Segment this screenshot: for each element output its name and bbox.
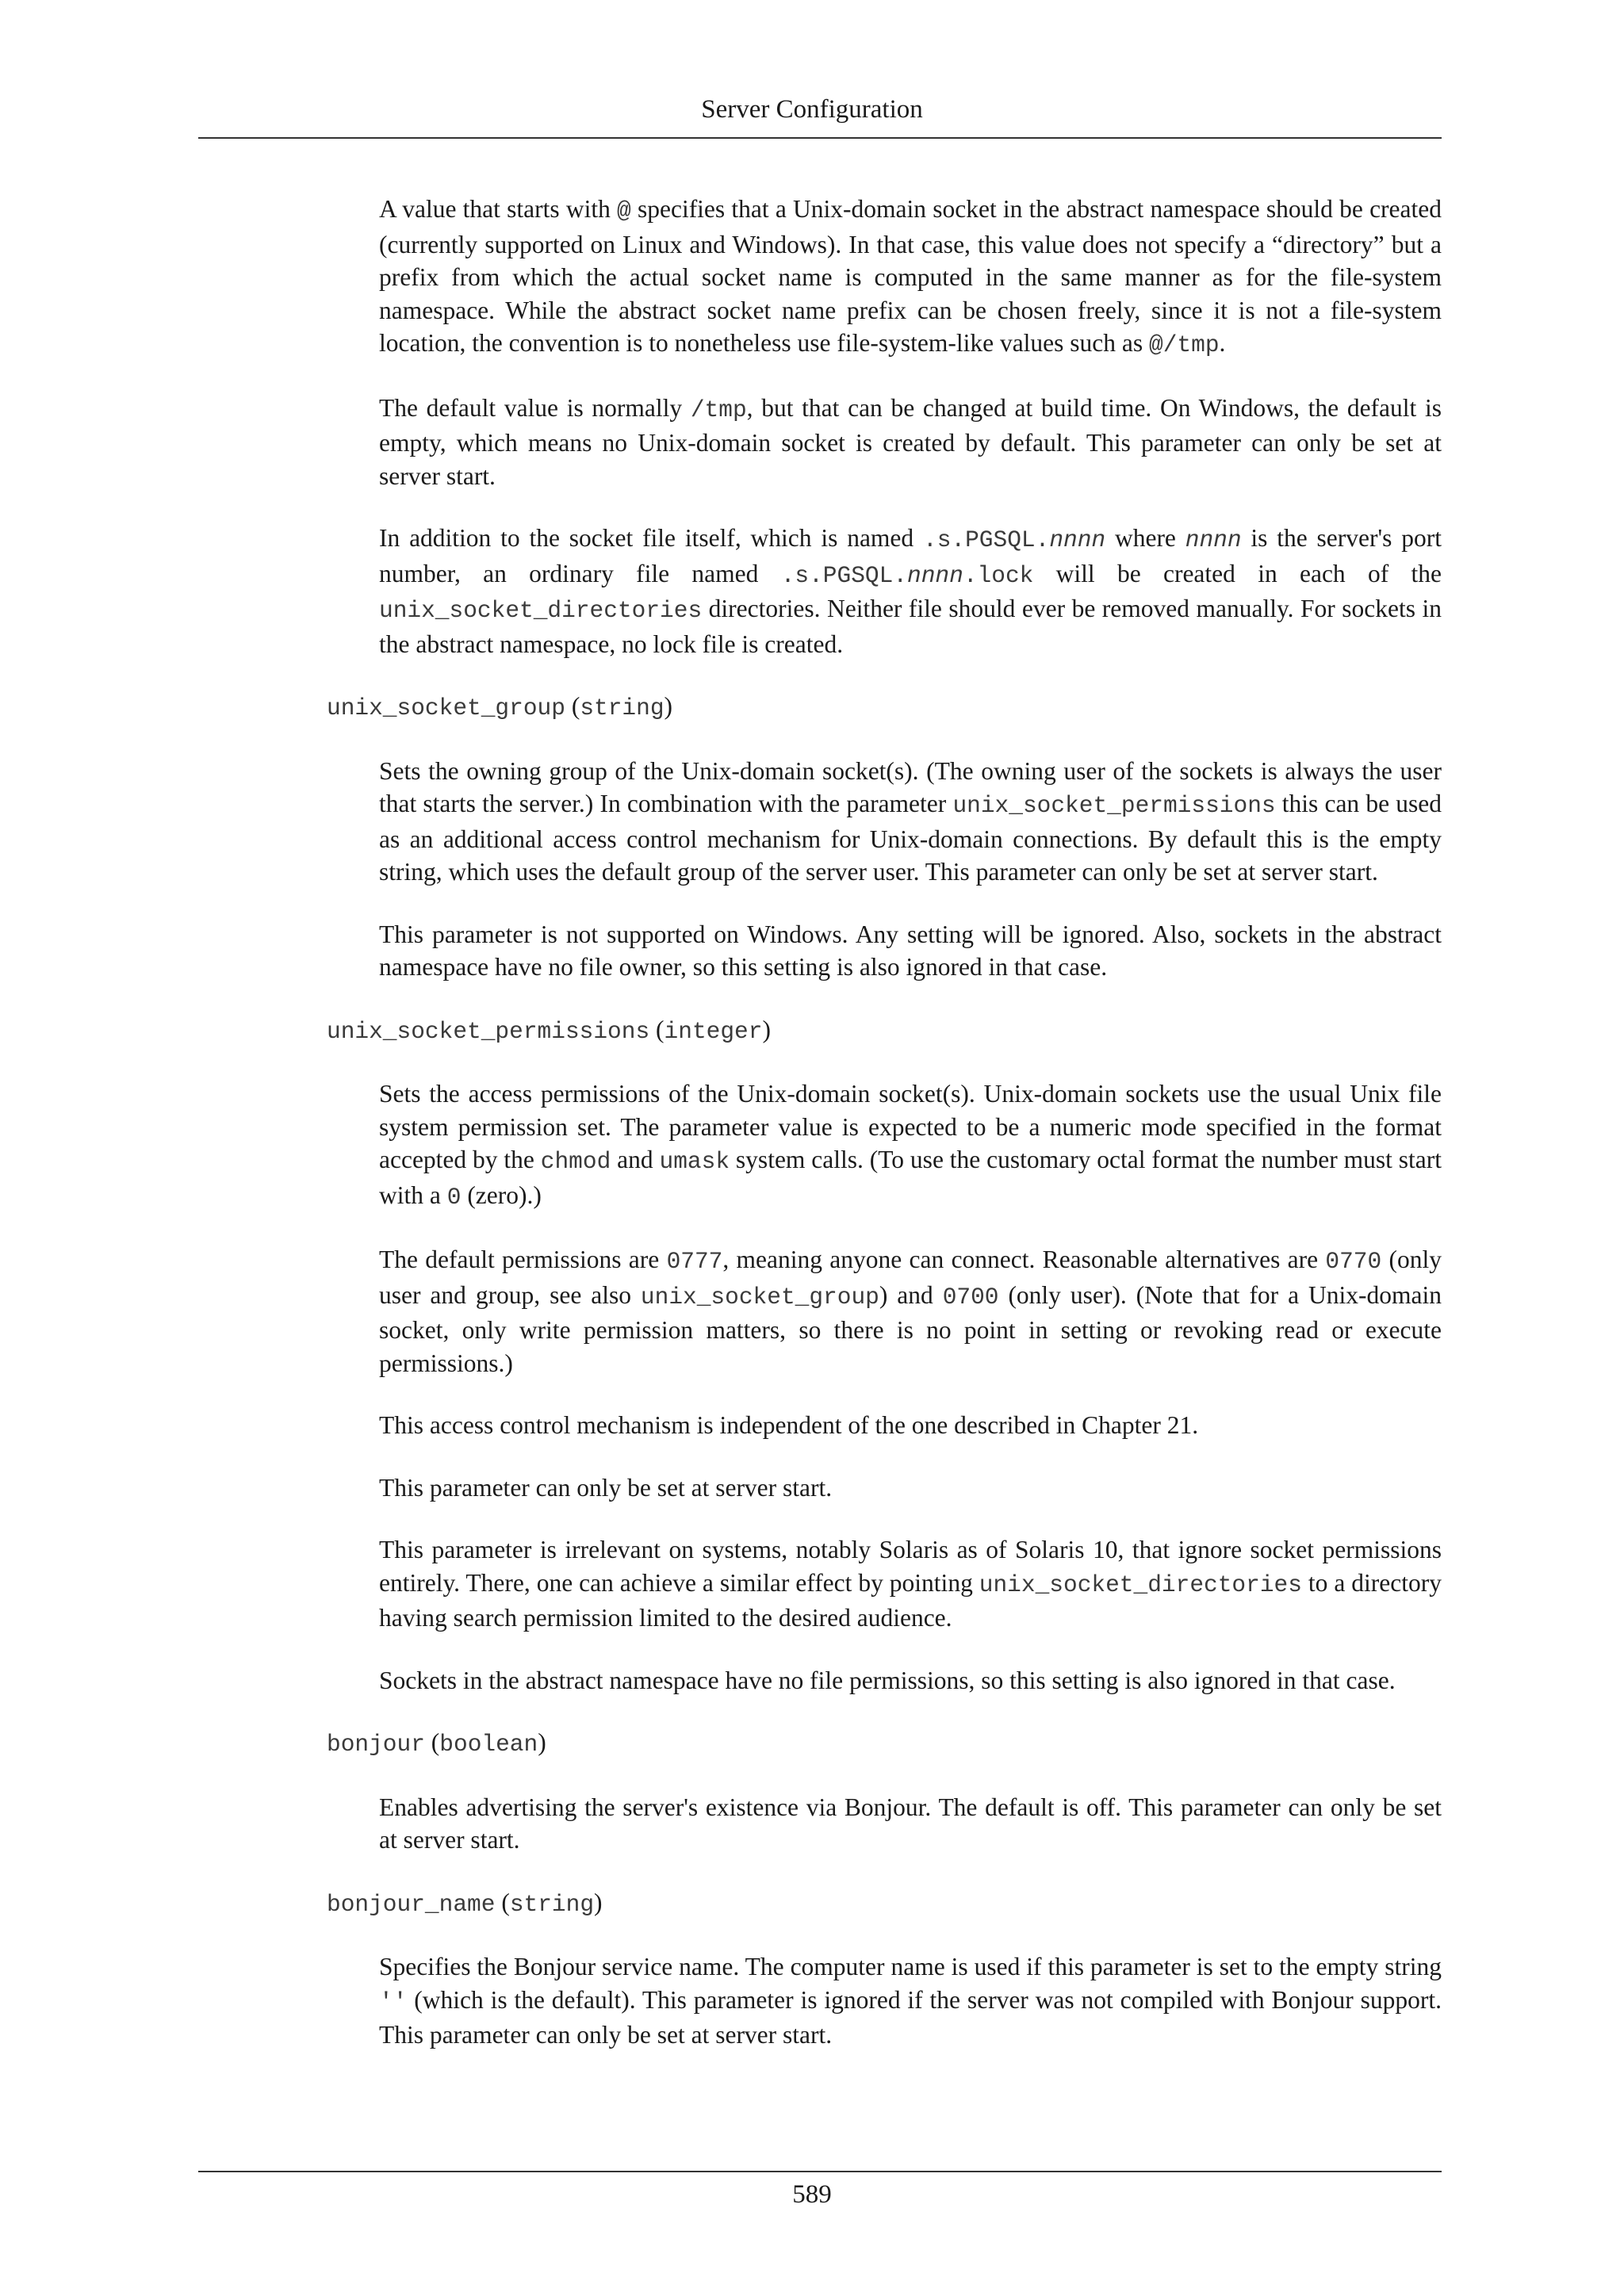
code-literal: 0777 [666,1248,723,1275]
paragraph-server-start [379,1471,1442,1505]
code-placeholder: nnnn [907,561,963,589]
text-run: specifies that a Unix-domain socket in the abstract namespace should be created (currently supported on Linux and Windows). In that case, this value does not specify a “directory” but a prefix from which the actual socket name is computed in the same manner as for the file-system namespace. While the abstract socket name prefix can be chosen freely, since it is not a file-system location, the convention is to nonetheless use file-system-like values such as [379,195,1442,357]
parameter-type: string [580,695,665,721]
paragraph-independent-mechanism [379,1409,1442,1442]
text-run: directories. Neither file should ever be removed manually. For sockets in the abstract namespace, no lock file is created. [379,595,1442,658]
term-paren: ( [649,1015,665,1043]
text-run: This access control mechanism is independent of the one described in Chapter 21. [379,1411,1199,1439]
text-run: (only user). (Note that for a Unix-domain socket, only write permission matters, so there is no point in setting or revoking read or execute permissions.) [379,1280,1442,1377]
code-literal: .lock [963,561,1034,589]
code-literal: @ [617,197,631,224]
footer-rule [198,2171,1442,2172]
text-run: to a directory having search permission limited to the desired audience. [379,1568,1442,1632]
code-literal: .s.PGSQL. [923,526,1050,553]
paragraph-default-permissions [379,1243,1442,1380]
code-literal: chmod [540,1148,611,1175]
text-run: This parameter can only be set at server start. [379,1473,833,1502]
parameter-term-unix-socket-permissions [327,1013,1442,1049]
text-run: where [1105,524,1185,552]
text-run: (zero).) [461,1181,542,1209]
term-paren: ( [565,692,580,720]
paragraph-windows-unsupported [379,918,1442,984]
parameter-name: bonjour [327,1731,425,1758]
parameter-type: string [509,1890,595,1918]
text-run: (which is the default). This parameter is ignored if the server was not compiled with Bonjour support. This parameter can only be set at server start. [379,1985,1442,2049]
page-body [327,193,1442,2081]
text-run: Sockets in the abstract namespace have no file permissions, so this setting is also ignored in that case. [379,1666,1396,1694]
code-literal: 0 [446,1183,462,1211]
code-literal: 0770 [1325,1248,1382,1275]
text-run: and [611,1146,660,1173]
text-run: Specifies the Bonjour service name. The computer name is used if this parameter is set to the empty string [379,1953,1442,1980]
text-run: . [1219,329,1226,357]
paragraph-abstract-namespace [379,193,1442,362]
parameter-name: unix_socket_permissions [327,1017,650,1045]
text-run: ) and [879,1280,943,1309]
code-literal: 0700 [942,1283,999,1311]
page-number: 589 [792,2180,832,2209]
text-run: In addition to the socket file itself, which is named [379,524,923,552]
paragraph-solaris [379,1533,1442,1635]
code-literal: '' [379,1988,408,2015]
parameter-type: boolean [439,1731,538,1758]
text-run: Sets the access permissions of the Unix-domain socket(s). Unix-domain sockets use the usual Unix file system permission set. The parameter value is expected to be a numeric mode specified in the format accepted by the [379,1080,1442,1173]
parameter-term-unix-socket-group [327,690,1442,725]
code-literal: @/tmp [1149,331,1220,358]
paragraph-owning-group [379,755,1442,889]
text-run: Sets the owning group of the Unix-domain socket(s). (The owning user of the sockets is always the user that starts the server.) In combination with the parameter [379,756,1442,817]
header-rule [198,137,1442,139]
text-run: The default permissions are [379,1246,667,1273]
text-run: is the server's port number, an ordinary file named [379,524,1442,587]
code-literal: unix_socket_group [640,1283,879,1311]
code-literal: /tmp [690,396,747,423]
term-paren: ( [495,1888,510,1916]
code-literal: .s.PGSQL. [780,561,908,589]
code-literal: unix_socket_directories [379,597,703,624]
text-run: This parameter is not supported on Windows. Any setting will be ignored. Also, sockets in the abstract namespace have no file owner, so this setting is also ignored in that case. [379,920,1442,981]
code-placeholder: nnnn [1049,526,1106,553]
term-paren: ) [664,692,673,720]
code-literal: unix_socket_permissions [952,792,1276,819]
text-run: Enables advertising the server's existence via Bonjour. The default is off. This parameter can only be set at server start. [379,1793,1442,1854]
parameter-type: integer [664,1017,763,1045]
parameter-name: bonjour_name [327,1890,496,1918]
text-run: The default value is normally [379,393,691,422]
term-paren: ) [594,1888,603,1916]
code-literal: unix_socket_directories [979,1571,1302,1598]
term-paren: ) [538,1728,546,1756]
paragraph-access-permissions [379,1077,1442,1214]
text-run: A value that starts with [379,195,618,223]
text-run: system calls. (To use the customary octal format the number must start with a [379,1146,1442,1209]
code-placeholder: nnnn [1185,526,1242,553]
term-paren: ( [424,1728,440,1756]
paragraph-bonjour-name [379,1950,1442,2052]
code-literal: umask [659,1148,730,1175]
running-header: Server Configuration [701,95,923,124]
term-paren: ) [762,1015,771,1043]
text-run: this can be used as an additional access control mechanism for Unix-domain connections. By default this is the empty string, which uses the default group of the server user. This parameter can only be set at server start. [379,790,1442,886]
text-run: This parameter is irrelevant on systems, notably Solaris as of Solaris 10, that ignore socket permissions entirely. There, one can achieve a similar effect by pointing [379,1536,1442,1597]
text-run: will be created in each of the [1033,559,1442,587]
text-run: , meaning anyone can connect. Reasonable alternatives are [722,1246,1326,1273]
paragraph-socket-file [379,522,1442,660]
paragraph-bonjour [379,1791,1442,1857]
paragraph-default-value [379,392,1442,493]
parameter-term-bonjour [327,1726,1442,1762]
paragraph-abstract-no-permissions [379,1664,1442,1697]
text-run: , but that can be changed at build time. On Windows, the default is empty, which means no Unix-domain socket is created by default. This parameter can only be set at server start. [379,393,1442,490]
parameter-term-bonjour-name [327,1886,1442,1922]
text-run: (only user and group, see also [379,1246,1442,1309]
parameter-name: unix_socket_group [327,695,565,721]
